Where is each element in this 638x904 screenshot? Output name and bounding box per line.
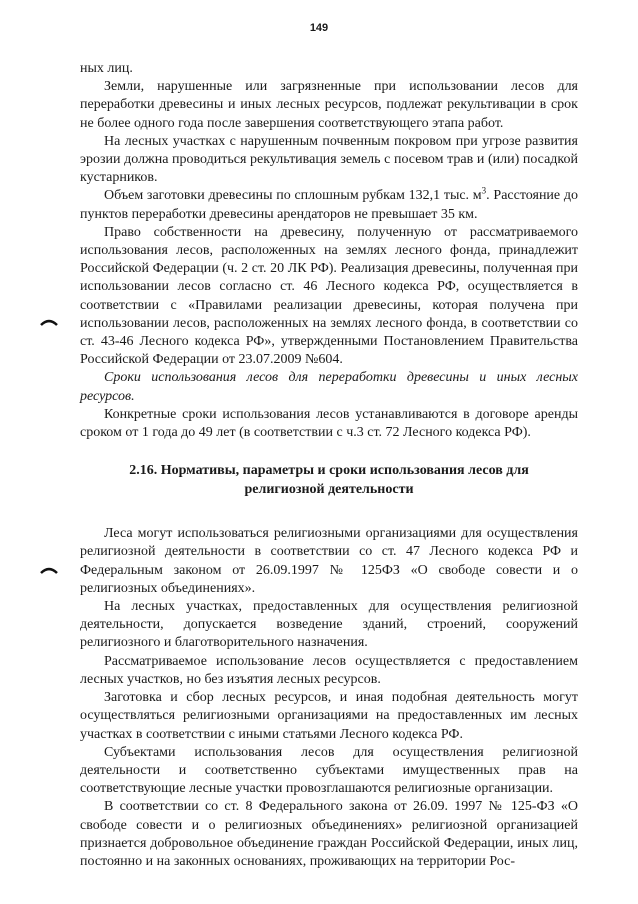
paragraph-terms: Конкретные сроки использования лесов устанавливаются в договоре аренды сроком от 1 года до 49 лет (в соответствии с ч.3 ст. 72 Лесного кодекса РФ). [80, 406, 578, 441]
paragraph-harvest-volume [80, 187, 578, 223]
cubic-superscript: 3 [481, 185, 487, 196]
paragraph-buildings: На лесных участках, предоставленных для осуществления религиозной деятельности, допускается возведение зданий, строений, сооружений религиозного и благотворительного назначения. [80, 599, 578, 651]
paragraph-recultivation: Земли, нарушенные или загрязненные при использовании лесов для переработки древесины и иных лесных ресурсов, подлежат рекультивации в срок не более одного года после завершения соответствующего этапа работ. [80, 79, 578, 131]
paragraph-erosion: На лесных участках с нарушенным почвенным покровом при угрозе развития эрозии должна проводиться рекультивация земель с посевом трав и (или) посадкой кустарников. [80, 133, 578, 186]
page-number: 149 [309, 22, 329, 34]
section-heading [80, 462, 578, 499]
paragraph-terms-title: Сроки использования лесов для переработки древесины и иных лесных ресурсов. [80, 370, 578, 404]
page-body [80, 60, 578, 871]
paragraph-harvest-collection: Заготовка и сбор лесных ресурсов, и иная подобная деятельность могут осуществляться религиозными организациями на предоставленных им лесных участках в соответствии с иными статьями Лесного кодекса РФ. [80, 690, 578, 742]
distance-text: . Расстояние до пунктов переработки древесины арендаторов не превышает 35 км. [80, 188, 579, 222]
paragraph-ownership: Право собственности на древесину, полученную от рассматриваемого использования лесов, расположенных на землях лесного фонда, принадлежит Российской Федерации (ч. 2 ст. 20 ЛК РФ). Реализация древесины, полученная при использовании лесов согласно ст. 46 Лесного кодекса РФ, осуществляется в соответствии с «Правилами реализации древесины, которая получена при использовании лесов, расположенных на землях лесного фонда, в соответствии со ст. 43-46 Лесного кодекса РФ», утвержденными Постановлением Правительства Российской Федерации от 23.07.2009 №604. [80, 224, 578, 368]
volume-text: Объем заготовки древесины по сплошным рубкам 132,1 тыс. м [104, 188, 482, 204]
paragraph-religious-use: Леса могут использоваться религиозными организациями для осуществления религиозной деятельности в соответствии со ст. 47 Лесного кодекса РФ и Федеральным законом от 26.09.1997 № 125ФЗ «О свободе совести и о религиозных объединениях». [80, 526, 578, 596]
paragraph-no-withdrawal: Рассматриваемое использование лесов осуществляется с предоставлением лесных участков, но без изъятия лесных ресурсов. [80, 653, 578, 687]
punch-hole-mark [40, 318, 58, 326]
paragraph-subjects: Субъектами использования лесов для осуществления религиозной деятельности и соответственно субъектами имущественных прав на соответствующие лесные участки провозглашаются религиозные организации. [80, 744, 578, 797]
heading-line-2: религиозной деятельности [244, 481, 414, 497]
paragraph-continuation: ных лиц. [80, 61, 133, 76]
heading-line-1: 2.16. Нормативы, параметры и сроки использования лесов для [129, 463, 529, 479]
punch-hole-mark [40, 566, 58, 574]
paragraph-law-definition: В соответствии со ст. 8 Федерального закона от 26.09. 1997 № 125-ФЗ «О свободе совести и о религиозных объединениях» религиозной организацией признается добровольное объединение граждан Российской Федерации, иных лиц, постоянно и на законных основаниях, проживающих на территории Рос- [80, 799, 578, 869]
